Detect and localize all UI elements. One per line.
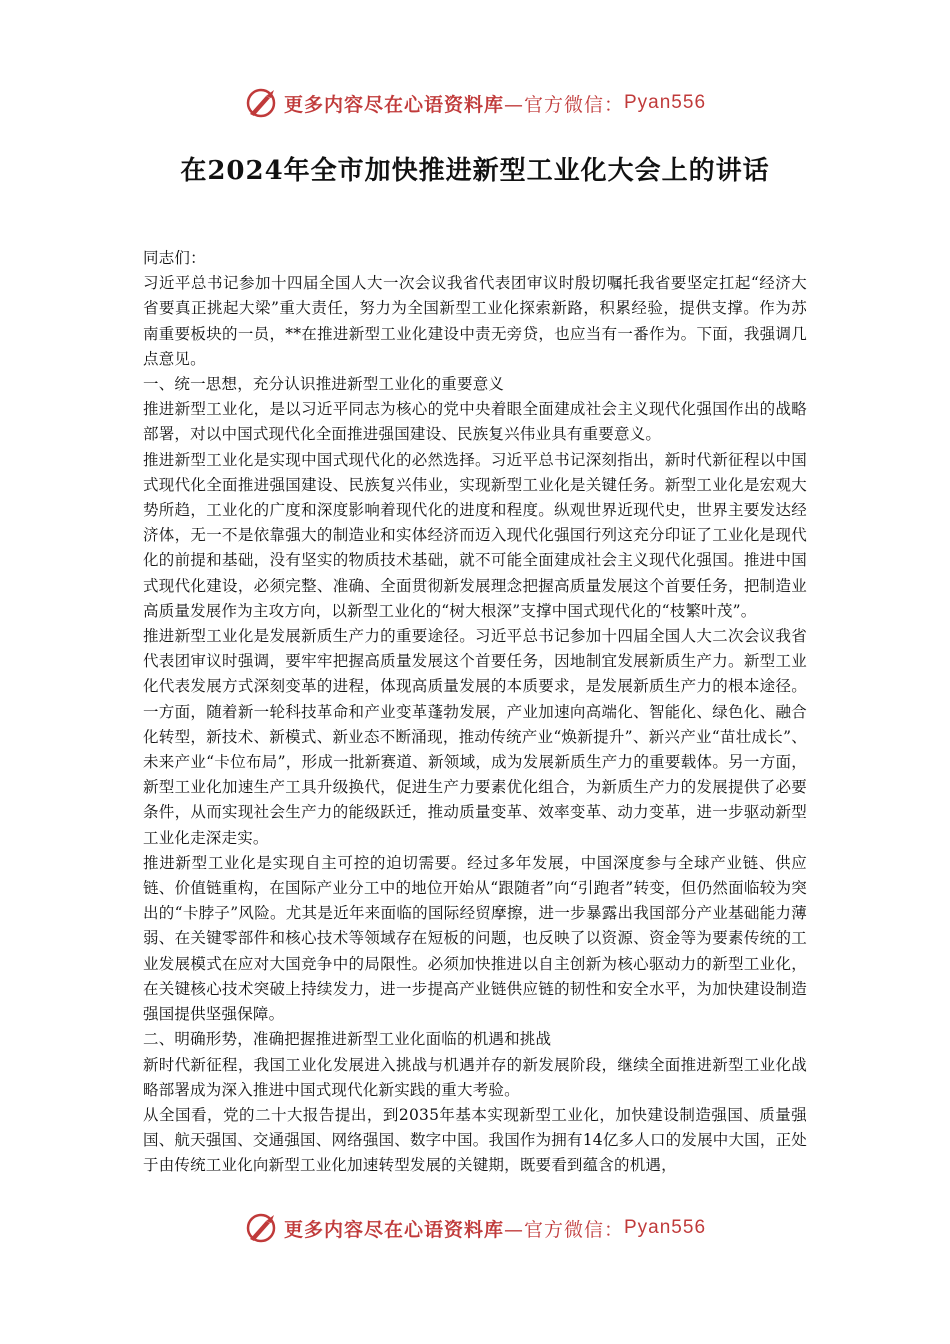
body-paragraph: 推进新型工业化是实现中国式现代化的必然选择。习近平总书记深刻指出，新时代新征程以中国式现代化全面推进强国建设、民族复兴伟业，实现新型工业化是关键任务。新型工业化是宏观大势所趋，工业化的广度和深度影响着现代化的进度和程度。纵观世界近现代史，世界主要发达经济体，无一不是依靠强大的制造业和实体经济而迈入现代化强国行列这充分印证了工业化是现代化的前提和基础，没有坚实的物质技术基础，就不可能全面建成社会主义现代化强国。推进中国式现代化建设，必须完整、准确、全面贯彻新发展理念把握高质量发展这个首要任务，把制造业高质量发展作为主攻方向，以新型工业化的“树大根深”支撑中国式现代化的“枝繁叶茂”。 [143,450,807,620]
salutation: 同志们： [143,249,206,267]
banner-wechat-label: —官方微信： [503,93,624,116]
quill-logo-icon [244,1211,278,1245]
body-paragraph: 习近平总书记参加十四届全国人大一次会议我省代表团审议时殷切嘱托我省要坚定扛起“经济大省要真正挑起大梁”重大责任，努力为全国新型工业化探索新路，积累经验，提供支撑。作为苏南重要板块的一员，**在推进新型工业化建设中责无旁贷，也应当有一番作为。下面，我强调几点意见。 [143,274,807,368]
document-body [143,246,807,1179]
banner-library-text: 更多内容尽在心语资料库 [283,93,504,116]
section-heading: 二、明确形势，准确把握推进新型工业化面临的机遇和挑战 [143,1030,552,1049]
banner-library-text: 更多内容尽在心语资料库 [283,1218,504,1241]
section-heading: 一、统一思想，充分认识推进新型工业化的重要意义 [143,375,505,394]
footer-watermark-banner [0,1208,950,1248]
document-title: 在2024年全市加快推进新型工业化大会上的讲话 [180,156,770,186]
banner-wechat-id: Pyan556 [624,92,707,113]
body-paragraph: 新时代新征程，我国工业化发展进入挑战与机遇并存的新发展阶段，继续全面推进新型工业化战略部署成为深入推进中国式现代化新实践的重大考验。 [143,1055,807,1099]
body-paragraph: 从全国看，党的二十大报告提出，到2035年基本实现新型工业化，加快建设制造强国、质量强国、航天强国、交通强国、网络强国、数字中国。我国作为拥有14亿多人口的发展中大国，正处于由传统工业化向新型工业化加速转型发展的关键期，既要看到蕴含的机遇， [143,1105,807,1175]
body-paragraph: 推进新型工业化是发展新质生产力的重要途径。习近平总书记参加十四届全国人大二次会议我省代表团审议时强调，要牢牢把握高质量发展这个首要任务，因地制宜发展新质生产力。新型工业化代表发展方式深刻变革的进程，体现高质量发展的本质要求，是发展新质生产力的根本途径。一方面，随着新一轮科技革命和产业变革蓬勃发展，产业加速向高端化、智能化、绿色化、融合化转型，新技术、新模式、新业态不断涌现，推动传统产业“焕新提升”、新兴产业“苗壮成长”、未来产业“卡位布局”，形成一批新赛道、新领域，成为发展新质生产力的重要载体。另一方面，新型工业化加速生产工具升级换代，促进生产力要素优化组合，为新质生产力的发展提供了必要条件，从而实现社会生产力的能级跃迁，推动质量变革、效率变革、动力变革，进一步驱动新型工业化走深走实。 [143,627,807,847]
body-paragraph: 推进新型工业化是实现自主可控的迫切需要。经过多年发展，中国深度参与全球产业链、供应链、价值链重构，在国际产业分工中的地位开始从“跟随者”向“引跑者”转变，但仍然面临较为突出的“卡脖子”风险。尤其是近年来面临的国际经贸摩擦，进一步暴露出我国部分产业基础能力薄弱、在关键零部件和核心技术等领域存在短板的问题，也反映了以资源、资金等为要素传统的工业发展模式在应对大国竞争中的局限性。必须加快推进以自主创新为核心驱动力的新型工业化，在关键核心技术突破上持续发力，进一步提高产业链供应链的韧性和安全水平，为加快建设制造强国提供坚强保障。 [143,853,807,1024]
banner-wechat-id: Pyan556 [624,1217,707,1238]
header-watermark-banner [0,83,950,123]
quill-logo-icon [244,86,278,120]
body-paragraph: 推进新型工业化，是以习近平同志为核心的党中央着眼全面建成社会主义现代化强国作出的战略部署，对以中国式现代化全面推进强国建设、民族复兴伟业具有重要意义。 [143,400,807,444]
banner-wechat-label: —官方微信： [503,1218,624,1241]
